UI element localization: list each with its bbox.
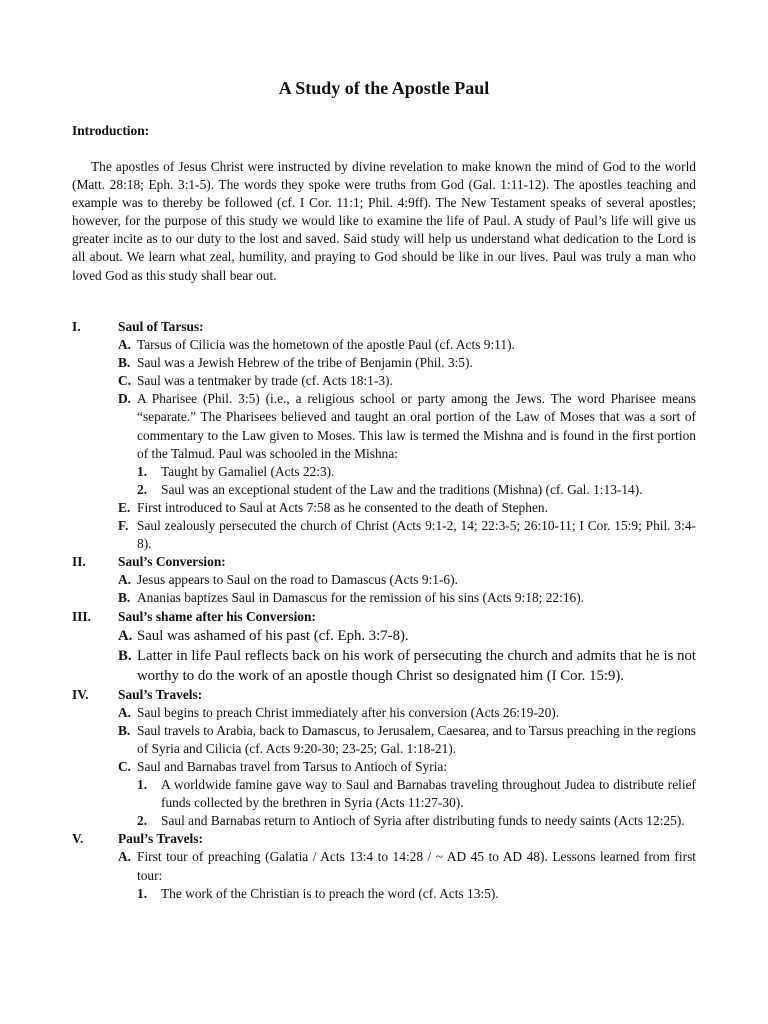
section-numeral: I. <box>72 319 81 334</box>
section-items <box>118 626 696 686</box>
outline-item <box>118 517 696 553</box>
section-title: Saul of Tarsus: <box>118 319 204 334</box>
outline <box>72 318 696 903</box>
subitem-number: 1. <box>137 885 148 901</box>
item-letter: D. <box>118 391 132 407</box>
section-heading <box>72 608 696 626</box>
item-text: Ananias baptizes Saul in Damascus for the remission of his sins (Acts 9:18; 22:16). <box>137 590 585 606</box>
item-letter: B. <box>118 355 131 371</box>
item-letter: A. <box>118 849 132 865</box>
subitem-number: 2. <box>137 481 148 497</box>
subitem-text: Saul and Barnabas return to Antioch of Syria after distributing funds to needy saints (Acts 12:25). <box>161 813 685 829</box>
outline-item <box>118 704 696 722</box>
outline-section <box>72 830 696 902</box>
section-title: Saul’s shame after his Conversion: <box>118 608 316 624</box>
item-letter: A. <box>118 572 132 588</box>
outline-section <box>72 686 696 831</box>
section-title: Saul’s Conversion: <box>118 554 226 570</box>
introduction-heading: Introduction: <box>72 123 150 138</box>
page-title: A Study of the Apostle Paul <box>278 78 490 98</box>
item-text: Jesus appears to Saul on the road to Damascus (Acts 9:1-6). <box>137 572 458 588</box>
outline-item <box>118 336 696 354</box>
outline-item <box>118 758 696 830</box>
outline-item <box>118 646 696 686</box>
item-text: Saul and Barnabas travel from Tarsus to Antioch of Syria: <box>137 758 448 774</box>
outline-item <box>118 372 696 390</box>
subitem-text: A worldwide famine gave way to Saul and Barnabas traveling throughout Judea to distribute relief funds collected by the brethren in Syria (Acts 11:27-30). <box>161 777 696 811</box>
item-text: Saul begins to preach Christ immediately after his conversion (Acts 26:19-20). <box>137 704 560 720</box>
item-letter: A. <box>118 337 132 353</box>
outline-item <box>118 626 696 646</box>
subitem-text: The work of the Christian is to preach the word (cf. Acts 13:5). <box>161 885 499 901</box>
item-letter: B. <box>118 647 132 664</box>
outline-item <box>118 499 696 517</box>
section-numeral: II. <box>72 554 86 570</box>
subitem-number: 1. <box>137 463 148 479</box>
item-text: Latter in life Paul reflects back on his work of persecuting the church and admits that he is not worthy to do the work of an apostle though Christ so designated him (I Cor. 15:9). <box>137 647 696 684</box>
outline-subitem <box>137 812 696 830</box>
outline-item <box>118 848 696 902</box>
outline-subitem <box>137 885 696 903</box>
section-heading <box>72 830 696 848</box>
section-numeral: III. <box>72 608 91 624</box>
outline-item <box>118 571 696 589</box>
introduction-paragraph: The apostles of Jesus Christ were instructed by divine revelation to make known the mind of God to the world (Matt. 28:18; Eph. 3:1-5). The words they spoke were truths from God (Gal. 1:11-12). The apostles teaching and example was to thereby be followed (cf. I Cor. 11:1; Phil. 4:9ff). The New Testament speaks of several apostles; however, for the purpose of this study we would like to examine the life of Paul. A study of Paul’s life will give us greater incite as to our duty to the lost and saved. Said study will help us understand what dedication to the Lord is all about. We learn what zeal, humility, and praying to God should be like in our lives. Paul was truly a man who loved God as this study shall bear out. <box>72 159 696 283</box>
item-letter: E. <box>118 499 131 515</box>
section-numeral: IV. <box>72 686 89 702</box>
subitem-number: 1. <box>137 777 148 793</box>
item-text: Tarsus of Cilicia was the hometown of the apostle Paul (cf. Acts 9:11). <box>137 337 515 353</box>
item-letter: F. <box>118 518 129 534</box>
item-letter: A. <box>118 704 132 720</box>
subitem-text: Taught by Gamaliel (Acts 22:3). <box>161 463 335 479</box>
outline-subitem <box>137 481 696 499</box>
section-heading <box>72 553 696 571</box>
section-title: Paul’s Travels: <box>118 831 203 847</box>
section-heading <box>72 318 696 336</box>
section-items <box>118 704 696 831</box>
section-title: Saul’s Travels: <box>118 686 203 702</box>
item-letter: B. <box>118 722 131 738</box>
section-numeral: V. <box>72 831 84 847</box>
section-items <box>118 336 696 553</box>
item-text: Saul travels to Arabia, back to Damascus, to Jerusalem, Caesarea, and to Tarsus preaching in the regions of Syria and Cilicia (cf. Acts 9:20-30; 23-25; Gal. 1:18-21). <box>137 722 696 756</box>
item-letter: C. <box>118 373 132 389</box>
outline-section <box>72 318 696 553</box>
item-text: First introduced to Saul at Acts 7:58 as he consented to the death of Stephen. <box>137 499 548 515</box>
item-letter: C. <box>118 758 132 774</box>
outline-section <box>72 608 696 686</box>
outline-section <box>72 553 696 607</box>
outline-subitem <box>137 776 696 812</box>
outline-item <box>118 390 696 499</box>
section-items <box>118 848 696 902</box>
subitem-number: 2. <box>137 813 148 829</box>
subitem-text: Saul was an exceptional student of the Law and the traditions (Mishna) (cf. Gal. 1:13-14). <box>161 481 643 497</box>
item-text: Saul was a Jewish Hebrew of the tribe of Benjamin (Phil. 3:5). <box>137 355 473 371</box>
item-text: A Pharisee (Phil. 3:5) (i.e., a religious school or party among the Jews. The word Pharisee means “separate.” The Pharisees believed and taught an oral portion of the Law of Moses that was a sort of commentary to the Law given to Moses. This law is termed the Mishna and is found in the first portion of the Talmud. Paul was schooled in the Mishna: <box>137 391 696 461</box>
item-text: Saul was ashamed of his past (cf. Eph. 3:7-8). <box>137 627 409 644</box>
outline-subitem <box>137 463 696 481</box>
section-items <box>118 571 696 607</box>
item-letter: A. <box>118 627 133 644</box>
item-letter: B. <box>118 590 131 606</box>
item-text: Saul was a tentmaker by trade (cf. Acts 18:1-3). <box>137 373 393 389</box>
outline-item <box>118 722 696 758</box>
item-text: First tour of preaching (Galatia / Acts 13:4 to 14:28 / ~ AD 45 to AD 48). Lessons learned from first tour: <box>137 849 696 883</box>
outline-item <box>118 354 696 372</box>
outline-item <box>118 589 696 607</box>
item-text: Saul zealously persecuted the church of Christ (Acts 9:1-2, 14; 22:3-5; 26:10-11; I Cor. 15:9; Phil. 3:4-8). <box>137 518 696 552</box>
section-heading <box>72 686 696 704</box>
